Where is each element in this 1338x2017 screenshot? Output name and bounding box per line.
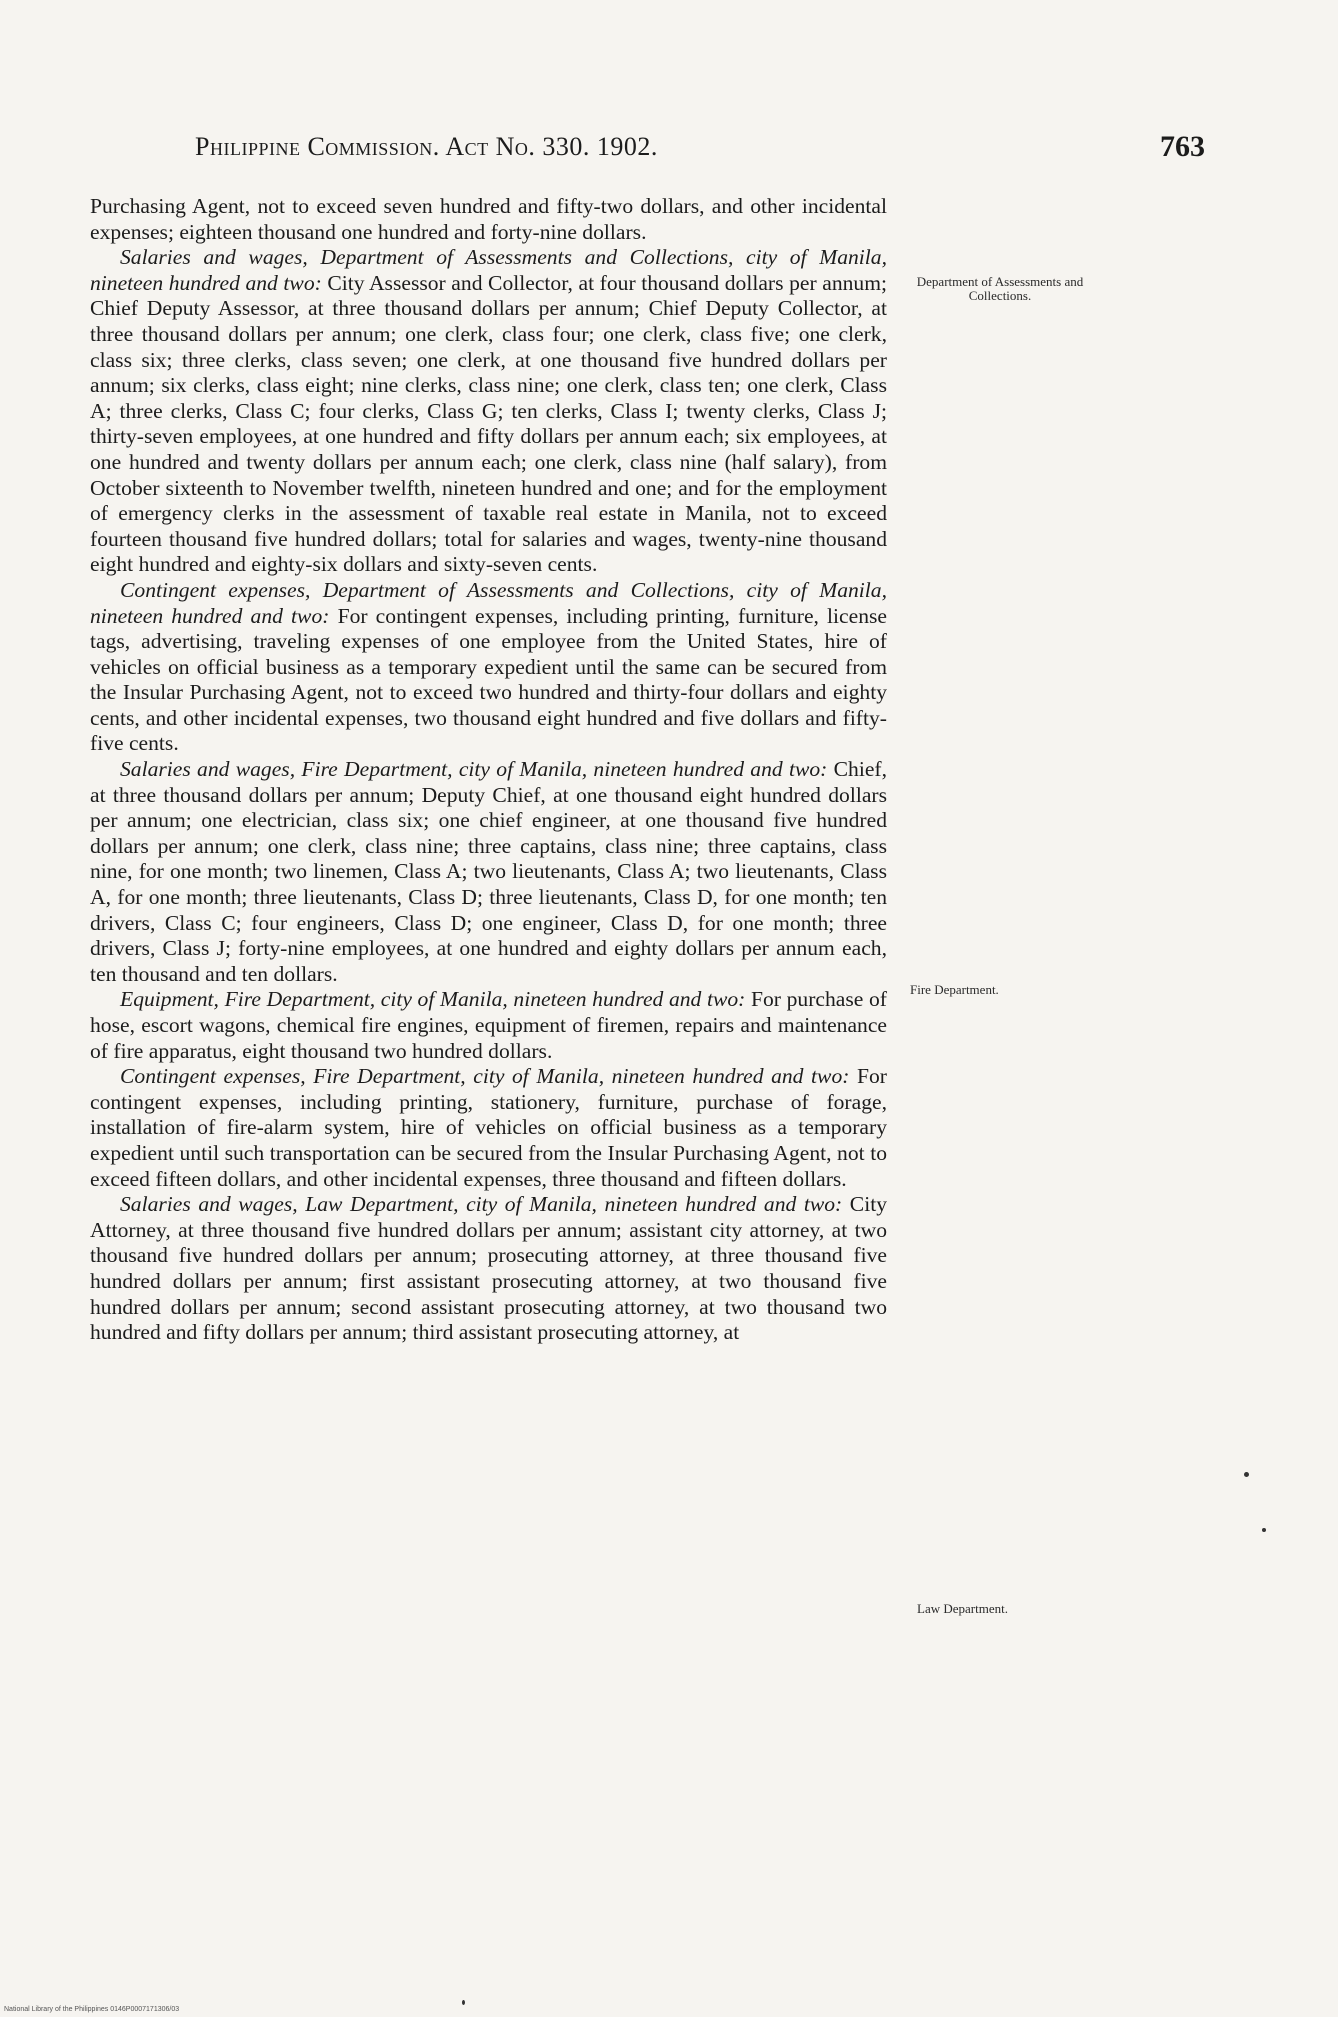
paragraph-continued	[90, 194, 887, 245]
scan-footer-mark: National Library of the Philippines 0146P0007171306/03	[4, 2006, 180, 2013]
paragraph-assessments-salaries	[90, 245, 887, 578]
scan-speck	[462, 2000, 465, 2005]
sidenote-assessments: Department of Assessments and Collections.	[916, 274, 1084, 303]
running-head: Philippine Commission. Act No. 330. 1902.	[195, 132, 658, 161]
paragraph-heading: Contingent expenses, Department of Assessments and Collections, city of Manila, nineteen hundred and two:	[90, 577, 887, 628]
paragraph-assessments-contingent	[90, 578, 887, 757]
scan-speck	[1262, 1528, 1266, 1532]
paragraph-text: For purchase of hose, escort wagons, chemical fire engines, equipment of firemen, repairs and maintenance of fire apparatus, eight thousand two hundred dollars.	[90, 987, 887, 1063]
paragraph-fire-salaries	[90, 757, 887, 987]
scan-speck	[1244, 1472, 1249, 1477]
paragraph-text: For contingent expenses, including printing, stationery, furniture, purchase of forage, installation of fire-alarm system, hire of vehicles on official business as a temporary expedient until such transportation can be secured from the Insular Purchasing Agent, not to exceed fifteen dollars, and other incidental expenses, three thousand and fifteen dollars.	[90, 1064, 887, 1191]
page-number: 763	[1160, 130, 1205, 163]
paragraph-text: Chief, at three thousand dollars per annum; Deputy Chief, at one thousand eight hundred dollars per annum; one electrician, class six; one chief engineer, at one thousand five hundred dollars per annum; one clerk, class nine; three captains, class nine; three captains, class nine, for one month; two linemen, Class A; two lieutenants, Class A; two lieutenants, Class A, for one month; three lieutenants, Class D; three lieutenants, Class D, for one month; ten drivers, Class C; four engineers, Class D; one engineer, Class D, for one month; three drivers, Class J; forty-nine employees, at one hundred and eighty dollars per annum each, ten thousand and ten dollars.	[90, 757, 887, 986]
paragraph-text: For contingent expenses, including printing, furniture, license tags, advertising, traveling expenses of one employee from the United States, hire of vehicles on official business as a temporary expedient until the same can be secured from the Insular Purchasing Agent, not to exceed two hundred and thirty-four dollars and eighty cents, and other incidental expenses, two thousand eight hundred and five dollars and fifty-five cents.	[90, 603, 887, 756]
paragraph-text: City Attorney, at three thousand five hundred dollars per annum; assistant city attorney, at two thousand five hundred dollars per annum; prosecuting attorney, at three thousand five hundred dollars per annum; first assistant prosecuting attorney, at two thousand five hundred dollars per annum; second assistant prosecuting attorney, at two thousand two hundred and fifty dollars per annum; third assistant prosecuting attorney, at	[90, 1192, 887, 1345]
paragraph-heading: Contingent expenses, Fire Department, city of Manila, nineteen hundred and two:	[120, 1064, 850, 1089]
paragraph-fire-contingent	[90, 1064, 887, 1192]
paragraph-text: City Assessor and Collector, at four thousand dollars per annum; Chief Deputy Assessor, at three thousand dollars per annum; Chief Deputy Collector, at three thousand dollars per annum; one clerk, class four; one clerk, class five; one clerk, class six; three clerks, class seven; one clerk, at one thousand five hundred dollars per annum; six clerks, class eight; nine clerks, class nine; one clerk, class ten; one clerk, Class A; three clerks, Class C; four clerks, Class G; ten clerks, Class I; twenty clerks, Class J; thirty-seven employees, at one hundred and fifty dollars per annum each; six employees, at one hundred and twenty dollars per annum each; one clerk, class nine (half salary), from October sixteenth to November twelfth, nineteen hundred and one; and for the employment of emergency clerks in the assessment of taxable real estate in Manila, not to exceed fourteen thousand five hundred dollars; total for salaries and wages, twenty-nine thousand eight hundred and eighty-six dollars and sixty-seven cents.	[90, 270, 888, 577]
sidenote-fire: Fire Department.	[910, 982, 999, 997]
paragraph-fire-equipment	[90, 987, 887, 1064]
sidenote-law: Law Department.	[917, 1601, 1008, 1616]
paragraph-heading: Equipment, Fire Department, city of Manila, nineteen hundred and two:	[120, 987, 746, 1012]
paragraph-text: Purchasing Agent, not to exceed seven hundred and fifty-two dollars, and other incidental expenses; eighteen thousand one hundred and forty-nine dollars.	[90, 194, 887, 244]
page-header	[195, 132, 1205, 172]
paragraph-law-salaries	[90, 1192, 887, 1346]
paragraph-heading: Salaries and wages, Department of Assessments and Collections, city of Manila, nineteen hundred and two:	[90, 245, 887, 295]
body-text	[90, 194, 887, 1346]
paragraph-heading: Salaries and wages, Law Department, city of Manila, nineteen hundred and two:	[120, 1192, 843, 1217]
paragraph-heading: Salaries and wages, Fire Department, city of Manila, nineteen hundred and two:	[120, 757, 828, 782]
